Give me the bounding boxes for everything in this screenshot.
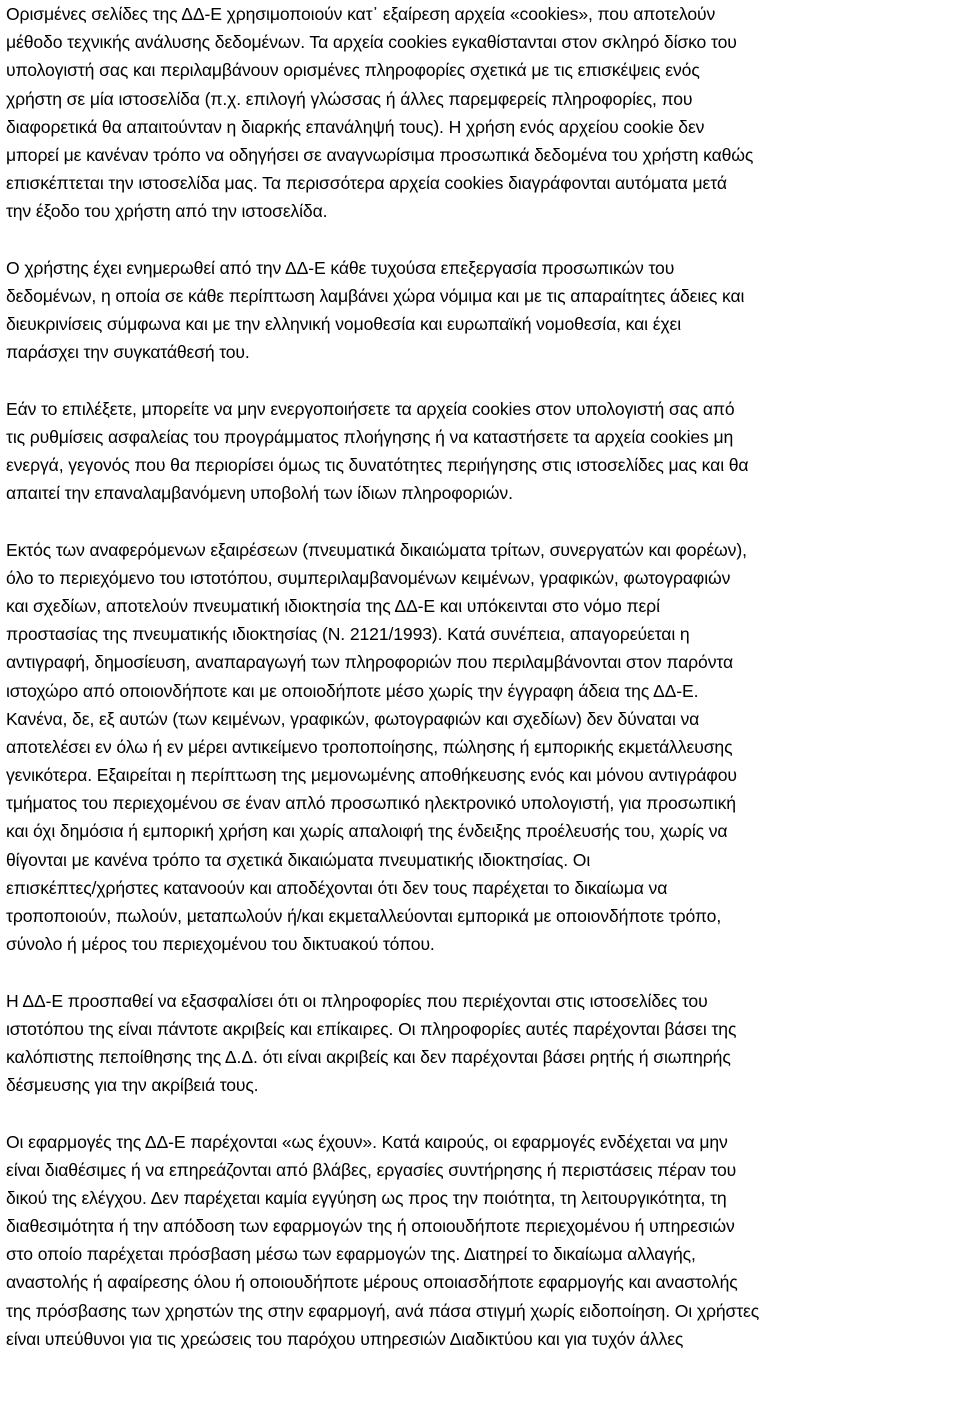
text-line: απαιτεί την επαναλαμβανόμενη υποβολή των ίδιων πληροφοριών. — [6, 483, 513, 504]
text-line: Εκτός των αναφερόμενων εξαιρέσεων (πνευματικά δικαιώματα τρίτων, συνεργατών και φορέων), — [6, 539, 747, 560]
text-line: ενεργά, γεγονός που θα περιορίσει όμως τις δυνατότητες περιήγησης στις ιστοσελίδες μας και θα — [6, 455, 749, 475]
text-line: επισκέπτεται την ιστοσελίδα μας. Τα περισσότερα αρχεία cookies διαγράφονται αυτόματα μετά — [6, 173, 727, 194]
text-line: διαθεσιμότητα ή την απόδοση των εφαρμογών της ή οποιουδήποτε περιεχομένου ή υπηρεσιών — [6, 1216, 735, 1237]
paragraph-spacer — [6, 366, 954, 394]
text-line: αποτελέσει εν όλω ή εν μέρει αντικείμενο τροποποίησης, πώλησης ή εμπορικής εκμετάλλευσης — [6, 736, 733, 757]
paragraph — [6, 395, 954, 508]
text-line: καλόπιστης πεποίθησης της Δ.Δ. ότι είναι ακριβείς και δεν παρέχονται βάσει ρητής ή σιωπηρής — [6, 1046, 731, 1067]
text-line: Ο χρήστης έχει ενημερωθεί από την ΔΔ-Ε κάθε τυχούσα επεξεργασία προσωπικών του — [6, 257, 675, 278]
text-line: θίγονται με κανένα τρόπο τα σχετικά δικαιώματα πνευματικής ιδιοκτησίας. Οι — [6, 849, 591, 870]
paragraph — [6, 0, 954, 226]
text-line: μέθοδο τεχνικής ανάλυσης δεδομένων. Τα αρχεία cookies εγκαθίστανται στον σκληρό δίσκο του — [6, 32, 737, 53]
text-line: σύνολο ή μέρος του περιεχομένου του δικτυακού τόπου. — [6, 934, 435, 955]
text-line: Ορισμένες σελίδες της ΔΔ-Ε χρησιμοποιούν κατ᾽ εξαίρεση αρχεία «cookies», που αποτελούν — [6, 4, 716, 24]
text-line: αναστολής ή αφαίρεσης όλου ή οποιουδήποτε μέρους οποιασδήποτε εφαρμογής και αναστολής — [6, 1272, 738, 1293]
paragraph — [6, 987, 954, 1100]
text-line: δικού της ελέγχου. Δεν παρέχεται καμία εγγύηση ως προς την ποιότητα, τη λειτουργικότητα, τη — [6, 1187, 727, 1208]
text-line: Η ΔΔ-Ε προσπαθεί να εξασφαλίσει ότι οι πληροφορίες που περιέχονται στις ιστοσελίδες του — [6, 990, 708, 1011]
text-line: την έξοδο του χρήστη από την ιστοσελίδα. — [6, 201, 328, 222]
text-line: διαφορετικά θα απαιτούνταν η διαρκής επανάληψή τους). Η χρήση ενός αρχείου cookie δεν — [6, 116, 705, 137]
text-line: ιστοτόπου της είναι πάντοτε ακριβείς και επίκαιρες. Οι πληροφορίες αυτές παρέχονται βάσει της — [6, 1018, 737, 1039]
text-line: τις ρυθμίσεις ασφαλείας του προγράμματος πλοήγησης ή να καταστήσετε τα αρχεία cookies μη — [6, 426, 734, 447]
text-line: ιστοχώρο από οποιονδήποτε και με οποιοδήποτε μέσο χωρίς την έγγραφη άδεια της ΔΔ-Ε. — [6, 680, 699, 701]
paragraph — [6, 1128, 954, 1354]
text-line: τροποποιούν, πωλούν, μεταπωλούν ή/και εκμεταλλεύονται εμπορικά με οποιονδήποτε τρόπο, — [6, 906, 722, 926]
paragraph-spacer — [6, 958, 954, 986]
text-line: μπορεί με κανέναν τρόπο να οδηγήσει σε αναγνωρίσιμα προσωπικά δεδομένα του χρήστη καθώς — [6, 144, 754, 165]
text-line: υπολογιστή σας και περιλαμβάνουν ορισμένες πληροφορίες σχετικά με τις επισκέψεις ενός — [6, 60, 700, 81]
text-line: δεδομένων, η οποία σε κάθε περίπτωση λαμβάνει χώρα νόμιμα και με τις απαραίτητες άδειες και — [6, 285, 745, 306]
text-line: γενικότερα. Εξαιρείται η περίπτωση της μεμονωμένης αποθήκευσης ενός και μόνου αντιγράφου — [6, 765, 737, 786]
text-line: και σχεδίων, αποτελούν πνευματική ιδιοκτησία της ΔΔ-Ε και υπόκεινται στο νόμο περί — [6, 595, 660, 616]
text-line: είναι υπεύθυνοι για τις χρεώσεις του παρόχου υπηρεσιών Διαδικτύου και για τυχόν άλλες — [6, 1328, 684, 1349]
text-line: χρήστη σε μία ιστοσελίδα (π.χ. επιλογή γλώσσας ή άλλες παρεμφερείς πληροφορίες, που — [6, 88, 693, 109]
text-line: επισκέπτες/χρήστες κατανοούν και αποδέχονται ότι δεν τους παρέχεται το δικαίωμα να — [6, 877, 668, 898]
text-line: και όχι δημόσια ή εμπορική χρήση και χωρίς απαλοιφή της ένδειξης προέλευσής του, χωρίς να — [6, 821, 728, 842]
text-line: δέσμευσης για την ακρίβειά τους. — [6, 1075, 259, 1096]
text-line: παράσχει την συγκατάθεσή του. — [6, 342, 250, 363]
text-line: προστασίας της πνευματικής ιδιοκτησίας (Ν. 2121/1993). Κατά συνέπεια, απαγορεύεται η — [6, 624, 690, 645]
text-line: τμήματος του περιεχομένου σε έναν απλό προσωπικό ηλεκτρονικό υπολογιστή, για προσωπική — [6, 793, 736, 814]
text-line: Οι εφαρμογές της ΔΔ-Ε παρέχονται «ως έχουν». Κατά καιρούς, οι εφαρμογές ενδέχεται να μην — [6, 1131, 728, 1152]
paragraph — [6, 536, 954, 959]
text-line: Εάν το επιλέξετε, μπορείτε να μην ενεργοποιήσετε τα αρχεία cookies στον υπολογιστή σας από — [6, 398, 735, 419]
document-page — [6, 0, 954, 1353]
paragraph-spacer — [6, 226, 954, 254]
paragraph-spacer — [6, 507, 954, 535]
paragraph-spacer — [6, 1099, 954, 1127]
paragraph — [6, 254, 954, 367]
text-line: αντιγραφή, δημοσίευση, αναπαραγωγή των πληροφοριών που περιλαμβάνονται στον παρόντα — [6, 652, 733, 673]
text-line: διευκρινίσεις σύμφωνα και με την ελληνική νομοθεσία και ευρωπαϊκή νομοθεσία, και έχει — [6, 314, 682, 335]
text-line: της πρόσβασης των χρηστών της στην εφαρμογή, ανά πάσα στιγμή χωρίς ειδοποίηση. Οι χρήστες — [6, 1300, 760, 1321]
text-line: είναι διαθέσιμες ή να επηρεάζονται από βλάβες, εργασίες συντήρησης ή περιστάσεις πέραν του — [6, 1159, 737, 1180]
text-line: όλο το περιεχόμενο του ιστοτόπου, συμπεριλαμβανομένων κειμένων, γραφικών, φωτογραφιών — [6, 567, 731, 588]
text-line: στο οποίο παρέχεται πρόσβαση μέσω των εφαρμογών της. Διατηρεί το δικαίωμα αλλαγής, — [6, 1244, 696, 1265]
text-line: Κανένα, δε, εξ αυτών (των κειμένων, γραφικών, φωτογραφιών και σχεδίων) δεν δύναται να — [6, 708, 700, 729]
